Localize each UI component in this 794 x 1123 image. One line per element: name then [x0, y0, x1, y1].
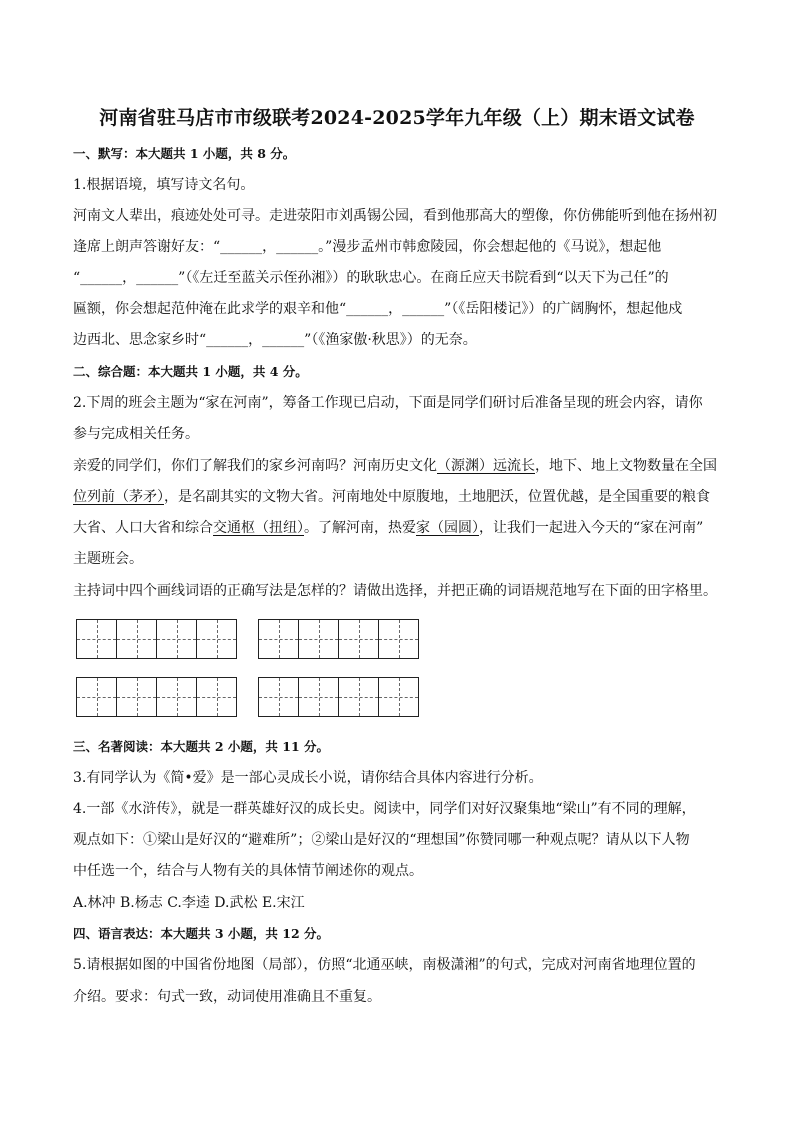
q4-options: A.林冲 B.杨志 C.李逵 D.武松 E.宋江	[73, 895, 305, 911]
grid-cell[interactable]	[77, 678, 117, 716]
page-title: 河南省驻马店市市级联考2024-2025学年九年级（上）期末语文试卷	[99, 107, 695, 129]
grid-cell[interactable]	[117, 620, 157, 658]
grid-cell[interactable]	[197, 620, 236, 658]
q2-line-2: 参与完成相关任务。	[73, 426, 199, 442]
grid-cell[interactable]	[379, 620, 418, 658]
grid-cell[interactable]	[157, 620, 197, 658]
underlined-word-4: 家（园圆）	[416, 520, 479, 536]
q2-line-5-text-b: 。了解河南，热爱	[304, 520, 416, 536]
section-heading-4: 四、语言表达：本大题共 3 小题，共 12 分。	[73, 926, 330, 941]
q2-line-4-text-b: ，是名副其实的文物大省。河南地处中原腹地，土地肥沃，位置优越，是全国重要的粮食	[164, 489, 710, 505]
section-heading-3: 三、名著阅读：本大题共 2 小题，共 11 分。	[73, 739, 330, 754]
grid-cell[interactable]	[197, 678, 236, 716]
q1-line-1: 1.根据语境，填写诗文名句。	[73, 177, 255, 193]
q2-line-7: 主持词中四个画线词语的正确写法是怎样的？请做出选择，并把正确的词语规范地写在下面的田字格里。	[73, 583, 717, 599]
q3-line-1: 3.有同学认为《简•爱》是一部心灵成长小说，请你结合具体内容进行分析。	[73, 770, 543, 786]
tianzige-grid-2[interactable]	[258, 619, 419, 659]
q1-line-4: “______，______”（《左迁至蓝关示侄孙湘》）的耿耿忠心。在商丘应天书院看到“以天下为己任”的	[73, 270, 669, 286]
q2-line-3-text-a: 亲爱的同学们，你们了解我们的家乡河南吗？河南历史文化	[73, 458, 437, 474]
q1-line-2: 河南文人辈出，痕迹处处可寻。走进荥阳市刘禹锡公园，看到他那高大的塑像，你仿佛能听到他在扬州初	[73, 208, 717, 224]
grid-cell[interactable]	[299, 678, 339, 716]
tianzige-grid-4[interactable]	[258, 677, 419, 717]
q2-line-3	[73, 456, 733, 476]
grid-cell[interactable]	[117, 678, 157, 716]
q2-line-3-text-b: ，地下、地上文物数量在全国	[535, 458, 717, 474]
underlined-word-2: 位列前（茅矛）	[73, 489, 164, 505]
grid-cell[interactable]	[259, 678, 299, 716]
q1-line-3: 逢席上朗声答谢好友：“______，______。”漫步孟州市韩愈陵园，你会想起他的《马说》，想起他	[73, 239, 662, 255]
grid-cell[interactable]	[299, 620, 339, 658]
q4-line-1: 4.一部《水浒传》，就是一群英雄好汉的成长史。阅读中，同学们对好汉聚集地“梁山”有不同的理解，	[73, 801, 696, 817]
grid-cell[interactable]	[259, 620, 299, 658]
q2-line-5	[73, 518, 733, 538]
section-heading-1: 一、默写：本大题共 1 小题，共 8 分。	[73, 146, 296, 161]
q2-line-1: 2.下周的班会主题为“家在河南”，筹备工作现已启动，下面是同学们研讨后准备呈现的班会内容，请你	[73, 395, 703, 411]
grid-cell[interactable]	[77, 620, 117, 658]
q4-line-2: 观点如下：①梁山是好汉的“避难所”；②梁山是好汉的“理想国”你赞同哪一种观点呢？请从以下人物	[73, 832, 690, 848]
q5-line-2: 介绍。要求：句式一致，动词使用准确且不重复。	[73, 989, 381, 1005]
q2-line-4	[73, 487, 733, 507]
q2-line-6: 主题班会。	[73, 551, 143, 567]
q2-line-5-text-c: ，让我们一起进入今天的“家在河南”	[479, 520, 704, 536]
grid-cell[interactable]	[339, 620, 379, 658]
q1-line-6: 边西北、思念家乡时“______，______”（《渔家傲·秋思》）的无奈。	[73, 332, 477, 348]
underlined-word-3: 交通枢（扭纽）	[213, 520, 304, 536]
grid-cell[interactable]	[157, 678, 197, 716]
q1-line-5: 匾额，你会想起范仲淹在此求学的艰辛和他“______，______”（《岳阳楼记》）的广阔胸怀，想起他戍	[73, 301, 683, 317]
q4-line-3: 中任选一个，结合与人物有关的具体情节阐述你的观点。	[73, 863, 423, 879]
section-heading-2: 二、综合题：本大题共 1 小题，共 4 分。	[73, 364, 308, 379]
tianzige-grid-3[interactable]	[76, 677, 237, 717]
underlined-word-1: （源渊）远流长	[437, 458, 535, 474]
q5-line-1: 5.请根据如图的中国省份地图（局部），仿照“北通巫峡，南极潇湘”的句式，完成对河南省地理位置的	[73, 957, 696, 973]
grid-cell[interactable]	[379, 678, 418, 716]
tianzige-grid-1[interactable]	[76, 619, 237, 659]
q2-line-5-text-a: 大省、人口大省和综合	[73, 520, 213, 536]
grid-cell[interactable]	[339, 678, 379, 716]
